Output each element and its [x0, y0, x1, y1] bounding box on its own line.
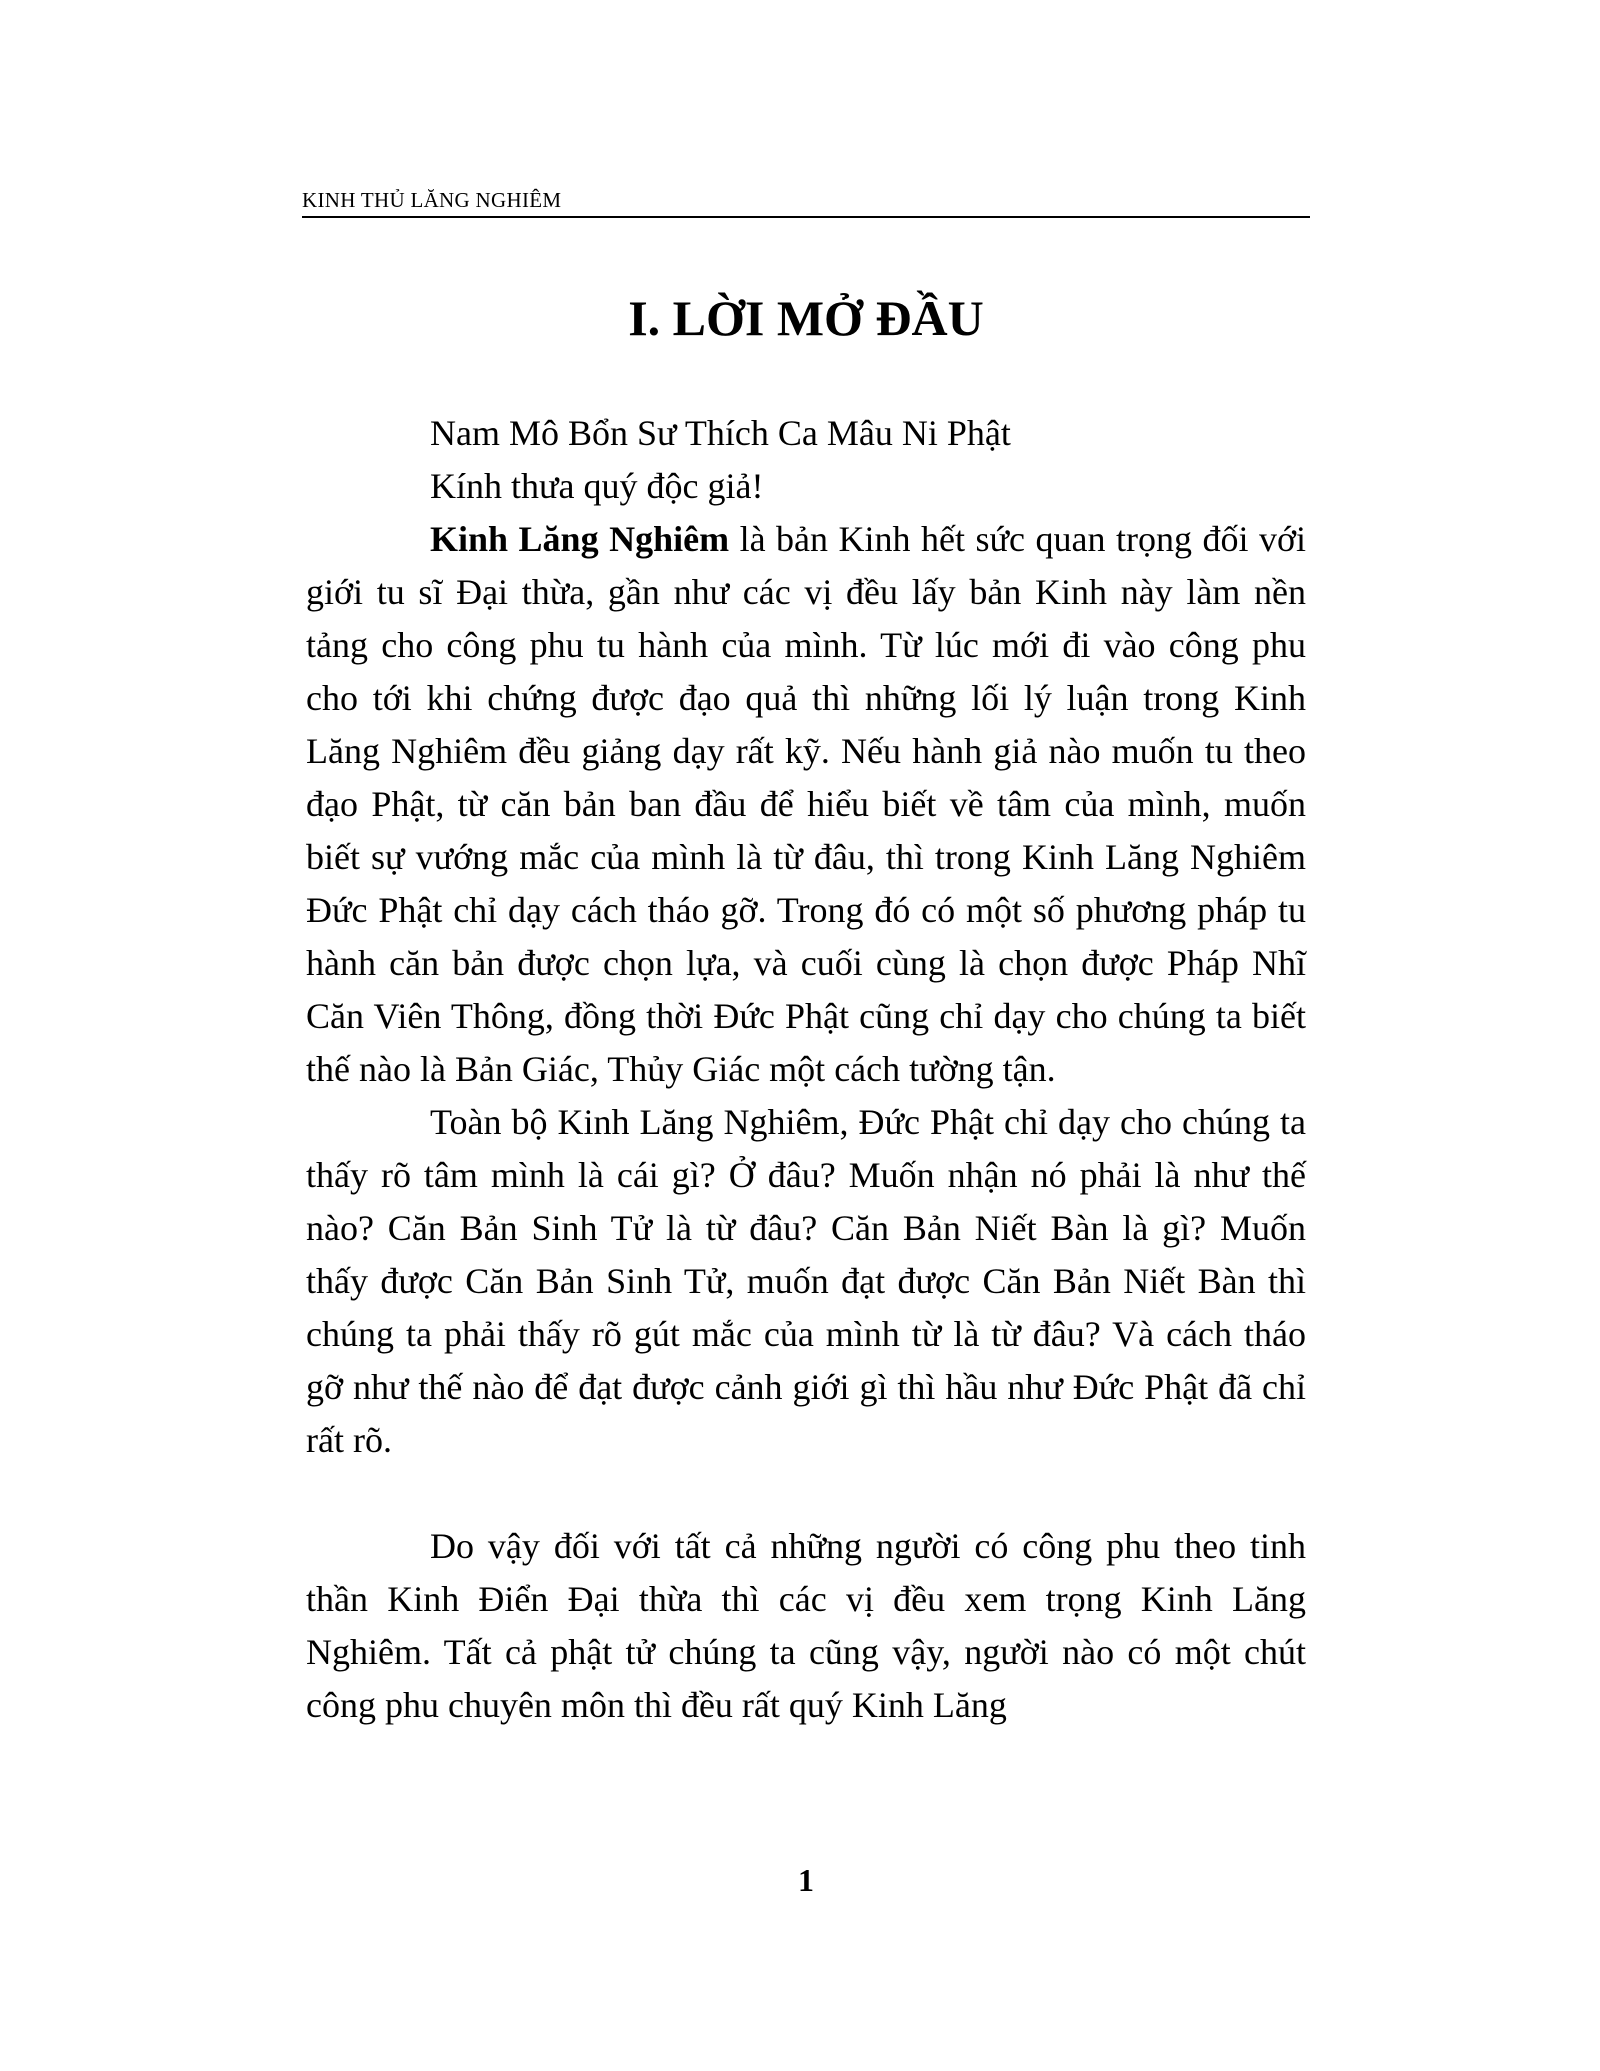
running-header: KINH THỦ LĂNG NGHIÊM — [302, 188, 562, 212]
paragraph-1 — [306, 513, 1306, 1096]
header-rule — [302, 216, 1310, 218]
paragraph-1-text: là bản Kinh hết sức quan trọng đối với giới tu sĩ Đại thừa, gần như các vị đều lấy bản Kinh này làm nền tảng cho công phu tu hành của mình. Từ lúc mới đi vào công phu cho tới khi chứng được đạo quả thì những lối lý luận trong Kinh Lăng Nghiêm đều giảng dạy rất kỹ. Nếu hành giả nào muốn tu theo đạo Phật, từ căn bản ban đầu để hiểu biết về tâm của mình, muốn biết sự vướng mắc của mình là từ đâu, thì trong Kinh Lăng Nghiêm Đức Phật chỉ dạy cách tháo gỡ. Trong đó có một số phương pháp tu hành căn bản được chọn lựa, và cuối cùng là chọn được Pháp Nhĩ Căn Viên Thông, đồng thời Đức Phật cũng chỉ dạy cho chúng ta biết thế nào là Bản Giác, Thủy Giác một cách tường tận. — [306, 519, 1307, 1089]
salutation-line: Kính thưa quý độc giả! — [430, 466, 764, 506]
paragraph-1-bold-lead: Kinh Lăng Nghiêm — [430, 519, 730, 559]
paragraph-3: Do vậy đối với tất cả những người có công phu theo tinh thần Kinh Điển Đại thừa thì các vị đều xem trọng Kinh Lăng Nghiêm. Tất cả phật tử chúng ta cũng vậy, người nào có một chút công phu chuyên môn thì đều rất quý Kinh Lăng — [306, 1526, 1306, 1725]
paragraph-2: Toàn bộ Kinh Lăng Nghiêm, Đức Phật chỉ dạy cho chúng ta thấy rõ tâm mình là cái gì? Ở đâu? Muốn nhận nó phải là như thế nào? Căn Bản Sinh Tử là từ đâu? Căn Bản Niết Bàn là gì? Muốn thấy được Căn Bản Sinh Tử, muốn đạt được Căn Bản Niết Bàn thì chúng ta phải thấy rõ gút mắc của mình từ là từ đâu? Và cách tháo gỡ như thế nào để đạt được cảnh giới gì thì hầu như Đức Phật đã chỉ rất rõ. — [306, 1102, 1306, 1460]
page-number: 1 — [798, 1862, 814, 1898]
chapter-title: I. LỜI MỞ ĐẦU — [628, 290, 984, 346]
invocation-line: Nam Mô Bổn Sư Thích Ca Mâu Ni Phật — [430, 413, 1011, 453]
body-text — [306, 407, 1306, 1732]
